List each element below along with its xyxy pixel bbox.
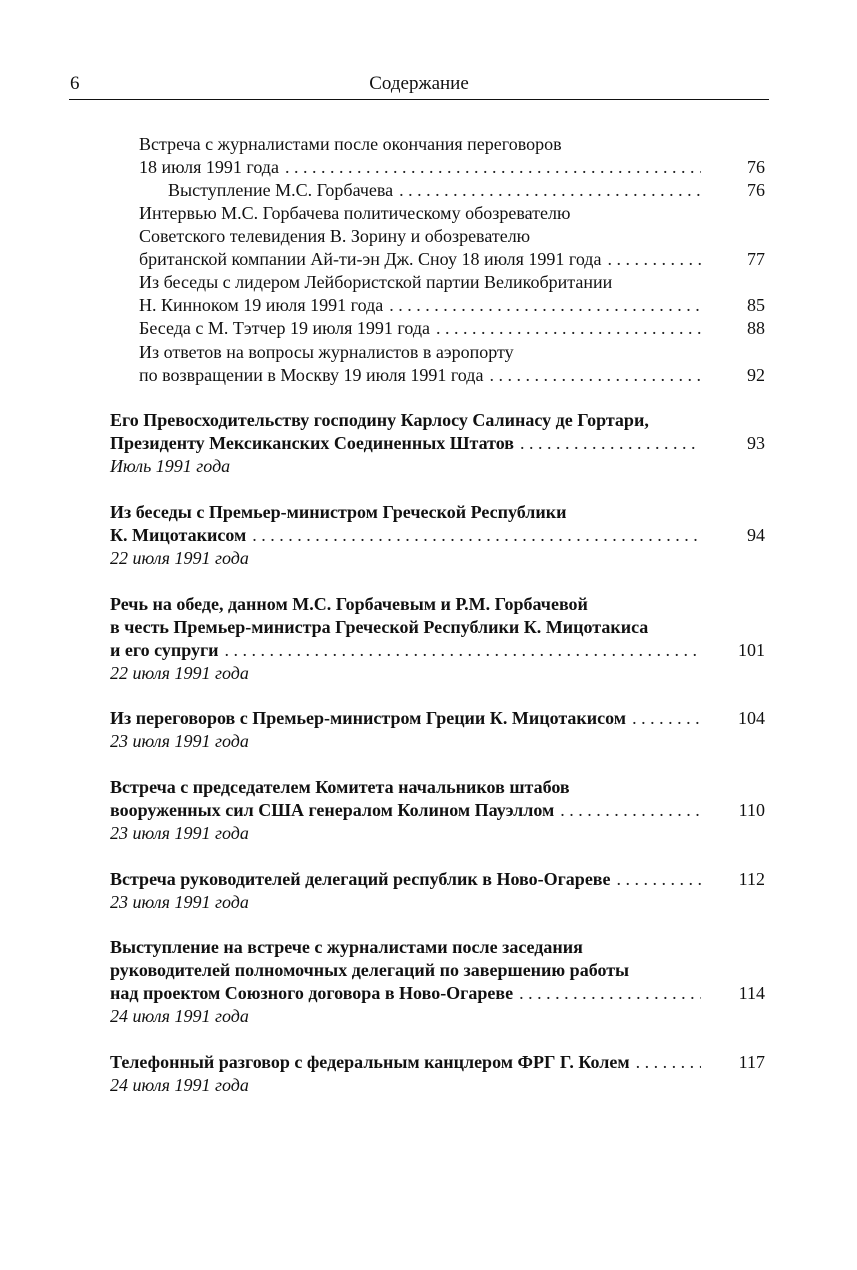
dot-leader <box>617 868 701 891</box>
toc-page-number: 117 <box>738 1052 765 1072</box>
toc-entry-title-text: Встреча руководителей делегаций республик в Ново-Огареве <box>110 869 611 889</box>
toc-entry-title-line: Встреча с председателем Комитета начальников штабов <box>110 777 570 797</box>
toc-entry-title-line: Из ответов на вопросы журналистов в аэропорту <box>139 342 514 362</box>
toc-entry-title-line <box>139 364 701 387</box>
toc-entry-date: 23 июля 1991 года <box>110 892 249 912</box>
dot-leader <box>225 639 701 662</box>
running-header <box>70 73 768 99</box>
toc-page-number: 77 <box>747 249 765 269</box>
toc-entry-title-line <box>139 317 701 340</box>
dot-leader <box>489 364 701 387</box>
toc-entry-title-line <box>110 1051 701 1074</box>
toc-entry-title-text: Н. Кинноком 19 июля 1991 года <box>139 295 384 315</box>
toc-entry-title-text: по возвращении в Москву 19 июля 1991 года <box>139 365 484 385</box>
dot-leader <box>560 799 701 822</box>
toc-entry-title-line <box>168 179 701 202</box>
toc-entry-title-text: 18 июля 1991 года <box>139 157 279 177</box>
toc-entry-title-line: Интервью М.С. Горбачева политическому обозревателю <box>139 203 571 223</box>
toc-entry-date: 24 июля 1991 года <box>110 1075 249 1095</box>
toc-entry-title-line: Из беседы с лидером Лейбористской партии Великобритании <box>139 272 613 292</box>
toc-entry-title-line <box>139 248 701 271</box>
running-title: Содержание <box>369 73 469 94</box>
toc-entry-title-text: Выступление М.С. Горбачева <box>168 180 394 200</box>
dot-leader <box>636 1051 701 1074</box>
header-rule <box>69 99 769 100</box>
dot-leader <box>399 179 701 202</box>
dot-leader <box>285 156 701 179</box>
dot-leader <box>252 524 701 547</box>
toc-entry-title-text: Президенту Мексиканских Соединенных Штатов <box>110 433 515 453</box>
dot-leader <box>519 982 701 1005</box>
toc-entry-title-text: над проектом Союзного договора в Ново-Огареве <box>110 983 514 1003</box>
toc-entry-title-line: Из беседы с Премьер-министром Греческой Республики <box>110 502 567 522</box>
toc-page-number: 93 <box>747 433 765 453</box>
toc-page-number: 94 <box>747 525 765 545</box>
toc-page-number: 88 <box>747 318 765 338</box>
dot-leader <box>389 294 701 317</box>
toc-entry-title-line <box>139 294 701 317</box>
toc-page-number: 76 <box>747 157 765 177</box>
toc-entry-date: 24 июля 1991 года <box>110 1006 249 1026</box>
toc-page-number: 76 <box>747 180 765 200</box>
toc-entry-date: 23 июля 1991 года <box>110 823 249 843</box>
toc-entry-date: Июль 1991 года <box>110 456 231 476</box>
toc-entry-title-line: Встреча с журналистами после окончания переговоров <box>139 134 562 154</box>
dot-leader <box>436 317 701 340</box>
toc-entry-title-text: Из переговоров с Премьер-министром Греции К. Мицотакисом <box>110 708 627 728</box>
toc-entry-title-text: и его супруги <box>110 640 219 660</box>
toc-page-number: 112 <box>738 869 765 889</box>
toc-entry-title-line: Речь на обеде, данном М.С. Горбачевым и Р.М. Горбачевой <box>110 594 588 614</box>
toc-entry-title-line: Выступление на встрече с журналистами после заседания <box>110 937 583 957</box>
dot-leader <box>520 432 701 455</box>
toc-entry-title-line <box>110 639 701 662</box>
toc-entry-title-text: Беседа с М. Тэтчер 19 июля 1991 года <box>139 318 430 338</box>
toc-entry-title-line <box>110 524 701 547</box>
dot-leader <box>632 707 701 730</box>
toc-page-number: 101 <box>738 640 765 660</box>
toc-entry-title-line <box>110 982 701 1005</box>
toc-page-number: 85 <box>747 295 765 315</box>
toc-entry-title-line: Его Превосходительству господину Карлосу Салинасу де Гортари, <box>110 410 649 430</box>
toc-entry-title-line: руководителей полномочных делегаций по завершению работы <box>110 960 630 980</box>
toc-page-number: 104 <box>738 708 765 728</box>
toc-entry-title-line <box>139 156 701 179</box>
toc-page-number: 92 <box>747 365 765 385</box>
page-number: 6 <box>70 73 80 94</box>
toc-entry-title-line <box>110 868 701 891</box>
toc-entry-title-text: К. Мицотакисом <box>110 525 247 545</box>
toc-entry-title-text: британской компании Ай-ти-эн Дж. Сноу 18 июля 1991 года <box>139 249 602 269</box>
dot-leader <box>607 248 701 271</box>
toc-entry-title-text: Телефонный разговор с федеральным канцлером ФРГ Г. Колем <box>110 1052 630 1072</box>
toc-entry-title-text: вооруженных сил США генералом Колином Пауэллом <box>110 800 555 820</box>
toc-page-number: 110 <box>738 800 765 820</box>
toc-entry-date: 22 июля 1991 года <box>110 548 249 568</box>
toc-entry-date: 23 июля 1991 года <box>110 731 249 751</box>
toc-entry-date: 22 июля 1991 года <box>110 663 249 683</box>
toc-page-number: 114 <box>738 983 765 1003</box>
toc-entry-title-line: в честь Премьер-министра Греческой Республики К. Мицотакиса <box>110 617 649 637</box>
toc-entry-title-line <box>110 799 701 822</box>
toc-entry-title-line <box>110 432 701 455</box>
toc-entry-title-line <box>110 707 701 730</box>
toc-entry-title-line: Советского телевидения В. Зорину и обозревателю <box>139 226 531 246</box>
